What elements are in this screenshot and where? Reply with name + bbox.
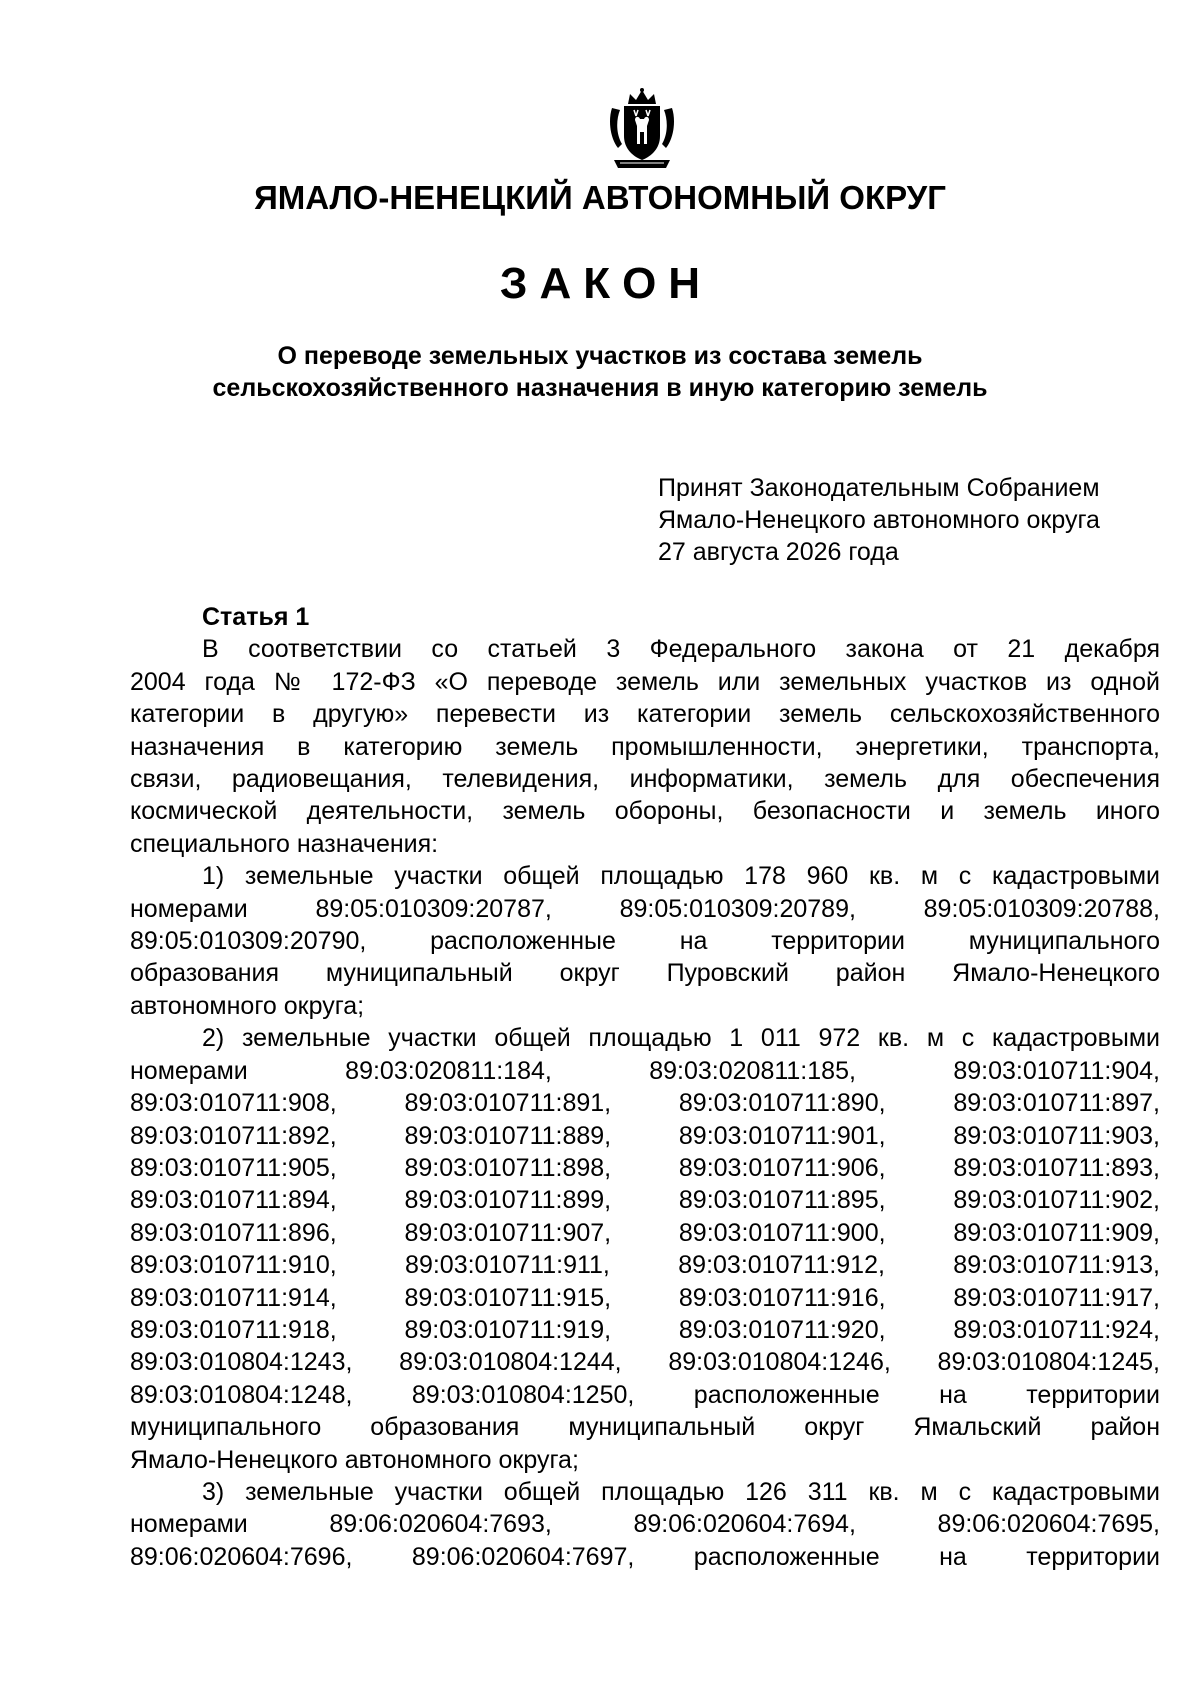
text-line: 89:03:010711:896, 89:03:010711:907, 89:03:010711:900, 89:03:010711:909, [130,1218,1160,1247]
text-line: космической деятельности, земель обороны, безопасности и земель иного [130,797,1160,826]
text-line: муниципального образования муниципальный округ Ямальский район [130,1413,1160,1442]
list-item-3 [130,1476,1160,1573]
coat-of-arms-icon [606,86,678,174]
text-line: 89:03:010804:1243, 89:03:010804:1244, 89:03:010804:1246, 89:03:010804:1245, [130,1348,1160,1377]
list-item-2 [130,1022,1160,1476]
adoption-note [658,472,1178,568]
text-line: номерами 89:06:020604:7693, 89:06:020604:7694, 89:06:020604:7695, [130,1510,1160,1539]
text-line: 89:05:010309:20790, расположенные на территории муниципального [130,927,1160,956]
text-line: 1) земельные участки общей площадью 178 960 кв. м с кадастровыми [202,862,1160,891]
text-line: номерами 89:03:020811:184, 89:03:020811:185, 89:03:010711:904, [130,1056,1160,1085]
text-line: назначения в категорию земель промышленности, энергетики, транспорта, [130,732,1160,761]
law-subject-line: сельскохозяйственного назначения в иную категорию земель [212,374,988,402]
article-intro-paragraph [130,633,1160,860]
document-type-title: ЗАКОН [499,259,713,308]
text-line: В соответствии со статьей 3 Федерального закона от 21 декабря [202,635,1160,664]
text-line: 89:03:010711:910, 89:03:010711:911, 89:03:010711:912, 89:03:010711:913, [130,1251,1160,1280]
document-body [130,601,1160,1573]
adoption-line: Принят Законодательным Собранием [658,474,1100,502]
text-line: 89:03:010711:892, 89:03:010711:889, 89:03:010711:901, 89:03:010711:903, [130,1121,1160,1150]
region-name: ЯМАЛО-НЕНЕЦКИЙ АВТОНОМНЫЙ ОКРУГ [254,179,946,216]
text-line: 89:06:020604:7696, 89:06:020604:7697, расположенные на территории [130,1542,1160,1571]
text-line: категории в другую» перевести из категории земель сельскохозяйственного [130,700,1160,729]
text-line: 3) земельные участки общей площадью 126 311 кв. м с кадастровыми [202,1477,1160,1506]
text-line: 2004 года № 172-ФЗ «О переводе земель или земельных участков из одной [130,667,1160,696]
list-item-1 [130,860,1160,1022]
text-line: 89:03:010711:894, 89:03:010711:899, 89:03:010711:895, 89:03:010711:902, [130,1186,1160,1215]
text-line: 89:03:010711:908, 89:03:010711:891, 89:03:010711:890, 89:03:010711:897, [130,1089,1160,1118]
text-line: связи, радиовещания, телевидения, информатики, земель для обеспечения [130,765,1160,794]
text-line: 89:03:010711:918, 89:03:010711:919, 89:03:010711:920, 89:03:010711:924, [130,1315,1160,1344]
article-heading: Статья 1 [202,603,310,631]
text-line: Ямало-Ненецкого автономного округа; [130,1445,579,1474]
adoption-date: 27 августа 2026 года [658,538,899,566]
adoption-line: Ямало-Ненецкого автономного округа [658,506,1100,534]
law-subject-line: О переводе земельных участков из состава земель [277,342,923,370]
text-line: специального назначения: [130,829,439,858]
text-line: образования муниципальный округ Пуровский район Ямало-Ненецкого [130,959,1160,988]
law-subject [0,340,1200,404]
text-line: 89:03:010711:914, 89:03:010711:915, 89:03:010711:916, 89:03:010711:917, [130,1283,1160,1312]
text-line: 2) земельные участки общей площадью 1 011 972 кв. м с кадастровыми [202,1024,1160,1053]
text-line: 89:03:010804:1248, 89:03:010804:1250, расположенные на территории [130,1380,1160,1409]
text-line: 89:03:010711:905, 89:03:010711:898, 89:03:010711:906, 89:03:010711:893, [130,1153,1160,1182]
text-line: автономного округа; [130,991,365,1020]
text-line: номерами 89:05:010309:20787, 89:05:010309:20789, 89:05:010309:20788, [130,894,1160,923]
